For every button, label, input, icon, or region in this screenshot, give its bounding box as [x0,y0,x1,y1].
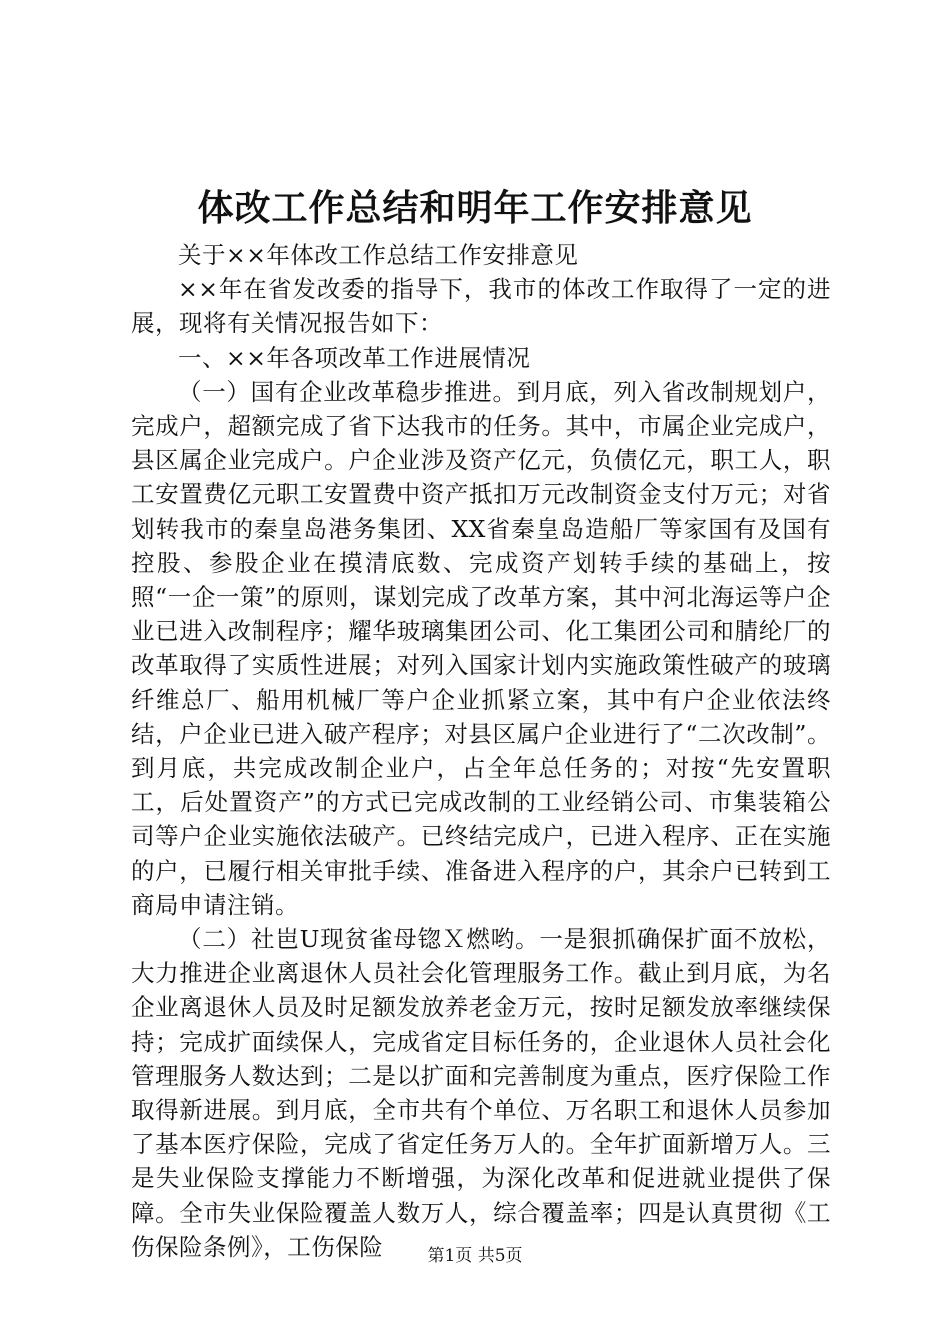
page-footer: 第1页 共5页 [427,1246,523,1266]
document-title: 体改工作总结和明年工作安排意见 [197,187,753,229]
paragraph-intro: ××年在省发改委的指导下，我市的体改工作取得了一定的进展，现将有关情况报告如下： [131,275,831,338]
paragraph-soe-reform: （一）国有企业改革稳步推进。到月底，列入省改制规划户，完成户，超额完成了省下达我市的任务。其中，市属企业完成户，县区属企业完成户。户企业涉及资产亿元，负债亿元，职工人，职工安置费亿元职工安置费中资产抵扣万元改制资金支付万元；对省划转我市的秦皇岛港务集团、XX省秦皇岛造船厂等家国有及国有控股、参股企业在摸清底数、完成资产划转手续的基础上，按照“一企一策”的原则，谋划完成了改革方案，其中河北海运等户企业已进入改制程序；耀华玻璃集团公司、化工集团公司和腈纶厂的改革取得了实质性进展；对列入国家计划内实施政策性破产的玻璃纤维总厂、船用机械厂等户企业抓紧立案，其中有户企业依法终结，户企业已进入破产程序；对县区属户企业进行了“二次改制”。到月底，共完成改制企业户，占全年总任务的；对按“先安置职工，后处置资产”的方式已完成改制的工业经销公司、市集装箱公司等户企业实施依法破产。已终结完成户，已进入程序、正在实施的户，已履行相关审批手续、准备进入程序的户，其余户已转到工商局申请注销。 [131,377,831,919]
section-heading: 一、××年各项改革工作进展情况 [178,343,531,372]
document-body [131,238,831,1264]
paragraph-subject: 关于××年体改工作总结工作安排意见 [178,241,579,269]
paragraph-social-security: （二）社岜U现贫雀母锪Ｘ燃哟。一是狠抓确保扩面不放松，大力推进企业离退休人员社会化管理服务工作。截止到月底，为名企业离退休人员及时足额发放养老金万元，按时足额发放率继续保持；完成扩面续保人，完成省定目标任务的，企业退休人员社会化管理服务人数达到；二是以扩面和完善制度为重点，医疗保险工作取得新进展。到月底，全市共有个单位、万名职工和退休人员参加了基本医疗保险，完成了省定任务万人的。全年扩面新增万人。三是失业保险支撑能力不断增强，为深化改革和促进就业提供了保障。全市失业保险覆盖人数万人，综合覆盖率；四是认真贯彻《工伤保险条例》，工伤保险 [131,925,831,1261]
